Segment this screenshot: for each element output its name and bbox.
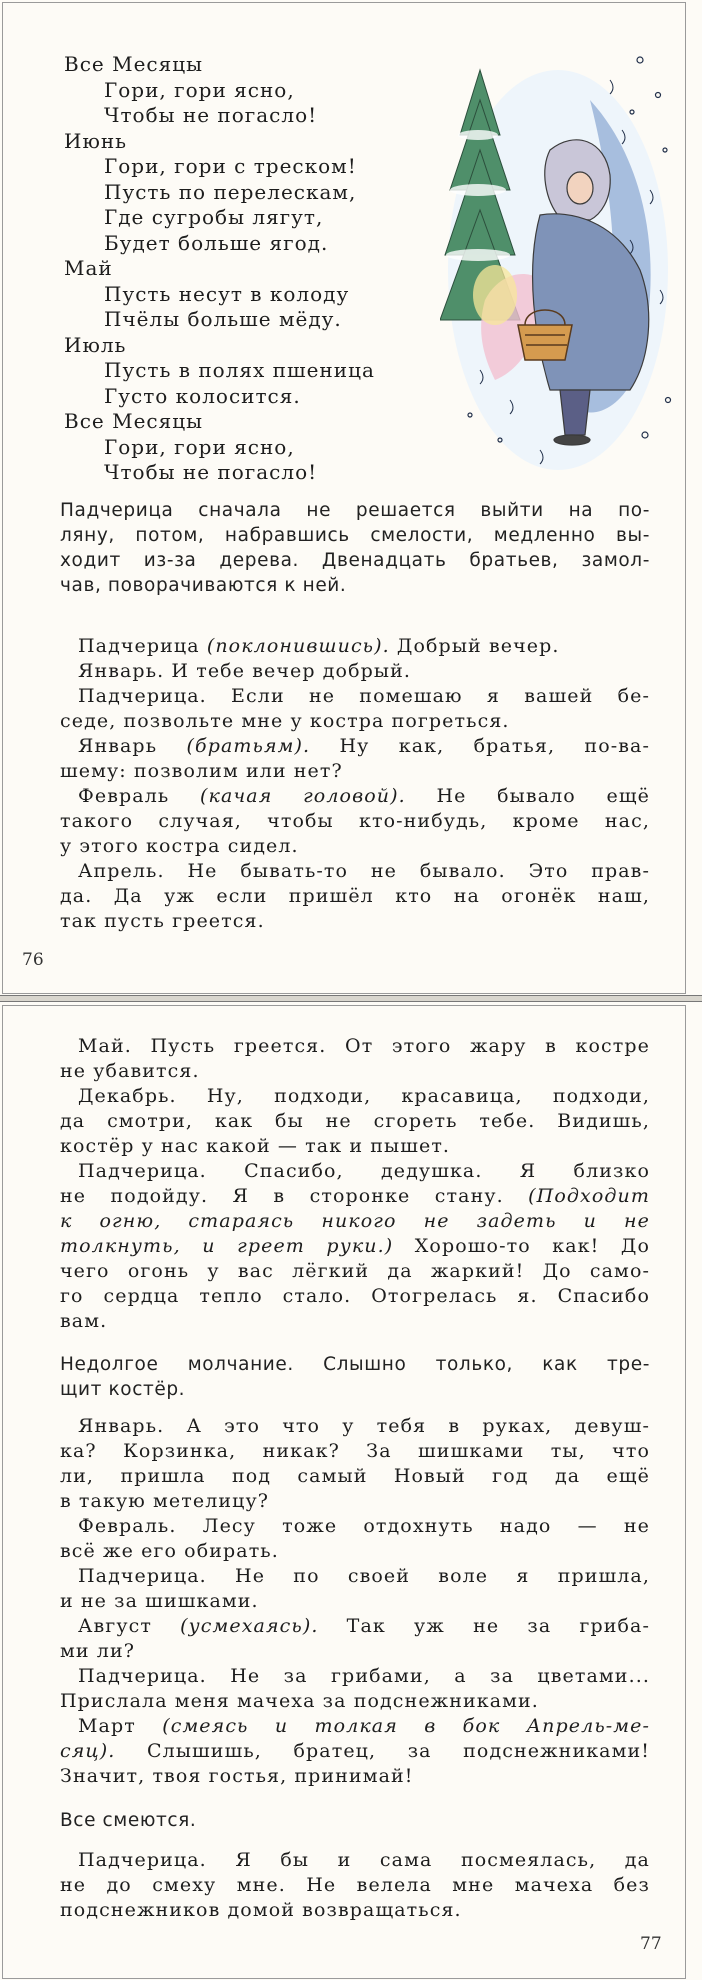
text-line: ходит из-за дерева. Двенадцать братьев, замол- — [60, 550, 650, 571]
speech: Ну как, братья, по-ва- — [310, 735, 651, 757]
poem-speaker: Все Месяцы — [64, 409, 204, 433]
page-divider — [0, 995, 702, 1002]
stage-remark: толкнуть, и греет руки.) — [60, 1235, 394, 1257]
poem-verse-line: Чтобы не погасло! — [104, 103, 318, 127]
text-line: да смотри, как бы не сгореть тебе. Видишь, — [60, 1110, 650, 1132]
text-line: Февраль. Лесу тоже отдохнуть надо — не — [78, 1515, 650, 1537]
text-line: седе, позвольте мне у костра погреться. — [60, 710, 510, 732]
speaker-name: Март — [78, 1715, 163, 1737]
poem-speaker: Май — [64, 256, 113, 280]
text-line: у этого костра сидел. — [60, 835, 299, 857]
poem-verse-line: Гори, гори с треском! — [104, 154, 357, 178]
speech: не подойду. Я в сторонке стану. — [60, 1185, 529, 1207]
speaker-name: Август — [78, 1615, 181, 1637]
text-line — [60, 1614, 650, 1639]
stage-remark: (качая головой). — [200, 785, 406, 807]
text-line: Падчерица. Не за грибами, а за цветами... — [78, 1665, 650, 1687]
poem-verse-line: Пусть несут в колоду — [104, 281, 350, 306]
poem-speaker: Июль — [64, 332, 127, 357]
poem-verse-line: Пчёлы больше мёду. — [104, 307, 342, 331]
text-line — [60, 1714, 650, 1739]
text-line — [60, 734, 650, 759]
text-line: не убавится. — [60, 1060, 200, 1082]
text-line: ли, пришла под самый Новый год да ещё — [60, 1465, 650, 1487]
text-line: Январь. И тебе вечер добрый. — [78, 660, 412, 682]
stage-remark: (усмехаясь). — [180, 1615, 319, 1637]
text-line: Май. Пусть греется. От этого жару в костре — [78, 1035, 650, 1057]
poem-verse-line: Пусть по перелескам, — [104, 179, 357, 204]
text-line: Прислала меня мачеха за подснежниками. — [60, 1690, 539, 1712]
text-line: подснежников домой возвращаться. — [60, 1899, 462, 1921]
text-line: всё же его обирать. — [60, 1540, 279, 1562]
text-line: Все смеются. — [60, 1810, 197, 1831]
text-line — [60, 784, 650, 809]
dialogue-block — [60, 634, 650, 934]
stage-direction — [60, 1352, 650, 1402]
text-line — [60, 1234, 650, 1259]
text-line: чего огонь у вас лёгкий да жаркий! До само- — [60, 1260, 650, 1282]
speech: Слышишь, братец, за подснежниками! — [115, 1740, 650, 1762]
text-line: Падчерица. Я бы и сама посмеялась, да — [78, 1849, 650, 1871]
text-line — [60, 634, 650, 659]
dialogue-block — [60, 1414, 650, 1789]
text-line: чав, поворачиваются к ней. — [60, 575, 347, 596]
poem-verse-line: Будет больше ягод. — [104, 230, 329, 255]
text-line: такого случая, чтобы кто-нибудь, кроме нас, — [60, 810, 650, 832]
stepdaughter-in-blizzard-illustration — [440, 40, 676, 480]
song-of-the-months — [64, 52, 424, 486]
stage-direction — [60, 1808, 650, 1833]
text-line: и не за шишками. — [60, 1590, 259, 1612]
poem-verse-line: Гори, гори ясно, — [104, 77, 295, 102]
stage-remark: сяц). — [60, 1740, 116, 1762]
text-line: ка? Корзинка, никак? За шишками ты, что — [60, 1440, 650, 1462]
text-line: Декабрь. Ну, подходи, красавица, подходи, — [78, 1085, 650, 1107]
text-line: щит костёр. — [60, 1379, 186, 1400]
text-line: так пусть греется. — [60, 910, 265, 932]
text-line: Падчерица. Если не помешаю я вашей бе- — [78, 685, 650, 707]
poem-verse-line: Пусть в полях пшеница — [104, 358, 375, 382]
text-line: шему: позволим или нет? — [60, 760, 343, 782]
text-line: Январь. А это что у тебя в руках, девуш- — [78, 1415, 650, 1437]
poem-verse-line: Где сугробы лягут, — [104, 205, 324, 229]
speaker-name: Падчерица — [78, 635, 207, 657]
poem-verse-line: Чтобы не погасло! — [104, 460, 318, 484]
stage-remark: (братьям). — [186, 735, 311, 757]
text-line — [60, 1184, 650, 1209]
text-line: Падчерица. Спасибо, дедушка. Я близко — [78, 1160, 650, 1182]
text-line: в такую метелицу? — [60, 1490, 270, 1512]
poem-speaker: Все Месяцы — [64, 52, 204, 76]
speech: Добрый вечер. — [389, 635, 560, 657]
speaker-name: Январь — [78, 735, 187, 757]
text-line: Падчерица. Не по своей воле я пришла, — [78, 1565, 650, 1587]
text-line: Падчерица сначала не решается выйти на по- — [60, 500, 650, 521]
text-line: Апрель. Не бывать-то не бывало. Это прав- — [78, 860, 650, 882]
stage-remark-line: к огню, стараясь никого не задеть и не — [60, 1210, 650, 1232]
stage-remark: (Подходит — [528, 1185, 650, 1207]
text-line — [60, 1739, 650, 1764]
speech: Не бывало ещё — [405, 785, 650, 807]
text-line: Недолгое молчание. Слышно только, как тре- — [60, 1354, 650, 1375]
page-number: 77 — [640, 1934, 662, 1954]
poem-verse-line: Гори, гори ясно, — [104, 434, 295, 459]
page-77 — [0, 1002, 702, 1980]
speech: Так уж не за гриба- — [318, 1615, 650, 1637]
stage-remark: (поклонившись). — [206, 635, 390, 657]
text-line: вам. — [60, 1310, 108, 1332]
text-line: да. Да уж если пришёл кто на огонёк наш, — [60, 885, 650, 907]
text-line: го сердца тепло стало. Отогрелась я. Спасибо — [60, 1285, 650, 1307]
stage-direction — [60, 498, 650, 598]
poem-speaker: Июнь — [64, 128, 128, 153]
text-line: Значит, твоя гостья, принимай! — [60, 1765, 414, 1787]
dialogue-block — [60, 1848, 650, 1923]
speech: Хорошо-то как! До — [393, 1235, 650, 1257]
page-number: 76 — [22, 950, 44, 970]
text-line: ляну, потом, набравшись смелости, медленно вы- — [60, 525, 650, 546]
text-line: костёр у нас какой — так и пышет. — [60, 1135, 451, 1157]
text-line: ми ли? — [60, 1640, 136, 1662]
poem-verse-line: Густо колосится. — [104, 383, 301, 408]
text-line: не до смеху мне. Не велела мне мачеха без — [60, 1874, 650, 1896]
dialogue-block — [60, 1034, 650, 1334]
speaker-name: Февраль — [78, 785, 200, 807]
stage-remark: (смеясь и толкая в бок Апрель-ме- — [162, 1715, 650, 1737]
